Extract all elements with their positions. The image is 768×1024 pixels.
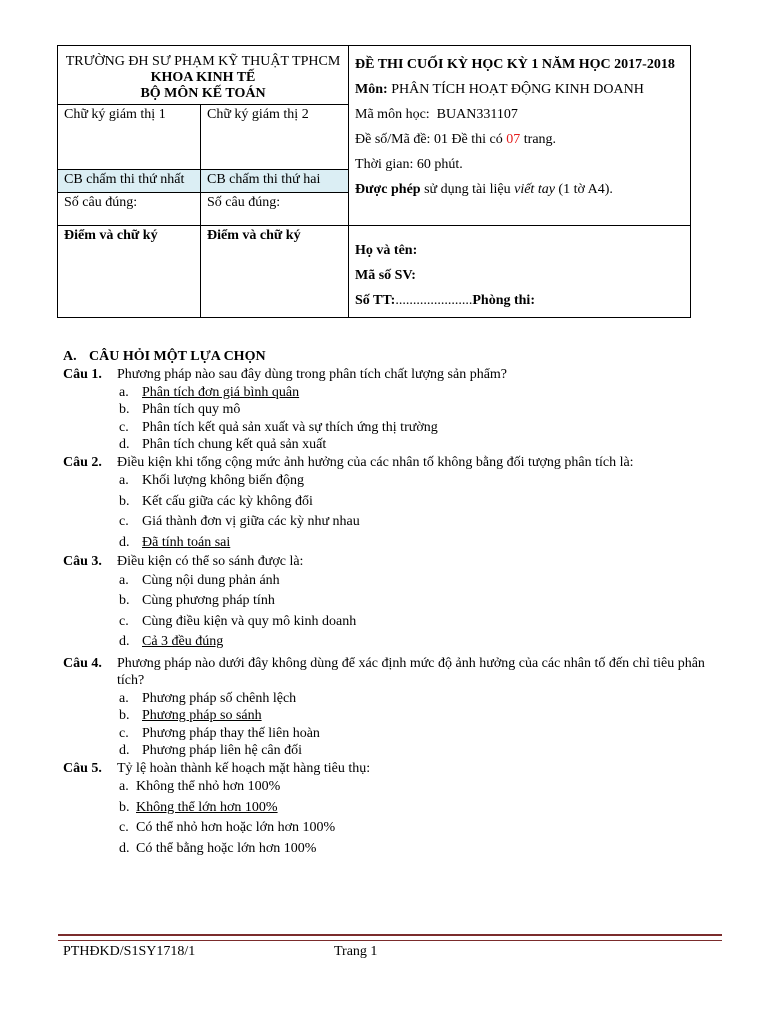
question-3 [63, 553, 723, 571]
grader2-cell: CB chấm thi thứ hai [201, 170, 349, 193]
score-sign-cell-1: Điểm và chữ ký [58, 226, 201, 318]
exam-title: ĐỀ THI CUỐI KỲ HỌC KỲ 1 NĂM HỌC 2017-2018 [355, 57, 675, 72]
option-letter: a. [119, 779, 129, 794]
q5-option-d [63, 839, 723, 860]
option-text: Giá thành đơn vị giữa các kỳ như nhau [142, 514, 360, 529]
allowed-suffix: (1 tờ A4). [558, 182, 613, 197]
questions-section [63, 348, 723, 859]
q2-option-b [63, 492, 723, 513]
q5-option-a [63, 777, 723, 798]
correct-count-cell-2: Số câu đúng: [201, 193, 349, 226]
score-sign-cell-2: Điểm và chữ ký [201, 226, 349, 318]
option-letter: d. [119, 840, 130, 856]
q5-option-c [63, 818, 723, 839]
exam-number-line [355, 127, 684, 152]
department-name: BỘ MÔN KẾ TOÁN [140, 86, 266, 101]
option-text: Phân tích chung kết quả sản xuất [142, 437, 327, 452]
school-cell [58, 46, 349, 105]
seat-dots: ...................... [395, 293, 473, 308]
option-text: Phương pháp liên hệ cân đối [142, 743, 303, 758]
section-title: CÂU HỎI MỘT LỰA CHỌN [89, 349, 266, 364]
option-text: Không thể nhỏ hơn 100% [136, 779, 281, 794]
invigilator2-cell: Chữ ký giám thị 2 [201, 105, 349, 170]
option-letter: a. [119, 690, 129, 706]
option-text: Phương pháp thay thế liên hoàn [142, 725, 320, 741]
question-text: Tỷ lệ hoàn thành kế hoạch mặt hàng tiêu thụ: [117, 760, 371, 776]
allowed-italic: viết tay [514, 182, 555, 197]
q2-option-d [63, 533, 723, 554]
question-label: Câu 2. [63, 454, 102, 470]
exam-number-prefix: Đề số/Mã đề: 01 Đề thi có [355, 132, 503, 147]
seat-room-line [355, 288, 684, 313]
option-letter: c. [119, 514, 129, 529]
page-count: 07 [506, 132, 521, 147]
option-letter: d. [119, 634, 130, 649]
option-letter: b. [119, 799, 130, 815]
subject-value: PHÂN TÍCH HOẠT ĐỘNG KINH DOANH [391, 82, 644, 97]
q3-option-a [63, 571, 723, 592]
allowed-text: sử dụng tài liệu [424, 182, 511, 197]
option-letter: a. [119, 473, 129, 488]
option-text-correct: Đã tính toán sai [142, 534, 231, 550]
section-letter: A. [63, 349, 77, 364]
option-text-correct: Phân tích đơn giá bình quân [142, 384, 300, 400]
option-letter: c. [119, 419, 129, 435]
option-letter: b. [119, 593, 130, 608]
option-text-correct: Phương pháp so sánh [142, 708, 262, 723]
q3-option-c [63, 612, 723, 633]
option-letter: c. [119, 613, 129, 629]
room-label: Phòng thi: [472, 293, 535, 308]
seat-label: Số TT: [355, 293, 396, 308]
section-heading [63, 348, 723, 366]
student-id-label: Mã số SV: [355, 268, 416, 283]
course-code-label: Mã môn học: [355, 107, 430, 122]
q1-option-a [63, 384, 723, 402]
grader1-cell: CB chấm thi thứ nhất [58, 170, 201, 193]
correct-count-cell-1: Số câu đúng: [58, 193, 201, 226]
course-code-value: BUAN331107 [436, 107, 518, 122]
course-code-line [355, 102, 684, 127]
option-letter: a. [119, 384, 129, 400]
question-1 [63, 366, 723, 384]
question-label: Câu 1. [63, 367, 102, 382]
question-text: Phương pháp nào dưới đây không dùng để xác định mức độ ảnh hưởng của các nhân tố đến chỉ tiêu phân tích? [117, 655, 705, 688]
q3-option-d [63, 632, 723, 653]
question-label: Câu 4. [63, 655, 102, 671]
question-5 [63, 760, 723, 778]
school-name: TRƯỜNG ĐH SƯ PHẠM KỸ THUẬT TPHCM [65, 54, 341, 69]
allowed-materials-line [355, 177, 684, 202]
q2-option-c [63, 512, 723, 533]
option-letter: b. [119, 493, 130, 509]
duration-line: Thời gian: 60 phút. [355, 157, 463, 172]
student-name-label: Họ và tên: [355, 243, 418, 258]
option-text: Phương pháp số chênh lệch [142, 690, 297, 706]
question-text: Phương pháp nào sau đây dùng trong phân tích chất lượng sản phẩm? [117, 367, 508, 382]
option-text: Khối lượng không biến động [142, 473, 304, 488]
question-text: Điều kiện khi tổng cộng mức ảnh hưởng của các nhân tố không bằng đối tượng phân tích là: [117, 454, 634, 470]
question-label: Câu 5. [63, 760, 102, 776]
option-letter: c. [119, 725, 129, 741]
option-text: Có thể nhỏ hơn hoặc lớn hơn 100% [136, 820, 336, 835]
option-text: Cùng nội dung phản ánh [142, 572, 280, 588]
footer-divider [58, 934, 722, 941]
invigilator1-cell: Chữ ký giám thị 1 [58, 105, 201, 170]
student-info-cell [349, 226, 691, 318]
option-letter: b. [119, 402, 130, 417]
subject-line [355, 77, 684, 102]
footer-code: PTHĐKD/S1SY1718/1 [63, 944, 196, 959]
q1-option-d [63, 436, 723, 454]
q4-option-a [63, 690, 723, 708]
q4-option-c [63, 725, 723, 743]
q4-option-b [63, 707, 723, 725]
subject-label: Môn: [355, 82, 388, 97]
option-text: Cùng phương pháp tính [142, 593, 275, 608]
question-label: Câu 3. [63, 554, 102, 569]
option-letter: b. [119, 708, 130, 723]
option-letter: d. [119, 743, 130, 758]
q1-option-c [63, 419, 723, 437]
faculty-name: KHOA KINH TẾ [150, 70, 256, 85]
option-text: Phân tích kết quả sản xuất và sự thích ứng thị trường [142, 419, 438, 435]
option-text-correct: Cả 3 đều đúng [142, 634, 224, 649]
q1-option-b [63, 401, 723, 419]
option-text-correct: Không thể lớn hơn 100% [136, 799, 278, 815]
question-4 [63, 655, 723, 690]
option-text: Kết cấu giữa các kỳ không đổi [142, 493, 313, 509]
footer-page-number: Trang 1 [334, 944, 378, 959]
question-text: Điều kiện có thể so sánh được là: [117, 554, 304, 569]
option-text: Có thể bằng hoặc lớn hơn 100% [136, 840, 317, 856]
q5-option-b [63, 798, 723, 819]
exam-header-table [57, 45, 691, 318]
exam-number-suffix: trang. [523, 132, 557, 147]
q4-option-d [63, 742, 723, 760]
option-letter: d. [119, 534, 130, 550]
q3-option-b [63, 591, 723, 612]
option-text: Cùng điều kiện và quy mô kinh doanh [142, 613, 357, 629]
q2-option-a [63, 471, 723, 492]
option-letter: c. [119, 820, 129, 835]
option-letter: d. [119, 437, 130, 452]
question-2 [63, 454, 723, 472]
option-text: Phân tích quy mô [142, 402, 241, 417]
option-letter: a. [119, 572, 129, 588]
exam-info-cell [349, 46, 691, 226]
allowed-label: Được phép [355, 182, 421, 197]
